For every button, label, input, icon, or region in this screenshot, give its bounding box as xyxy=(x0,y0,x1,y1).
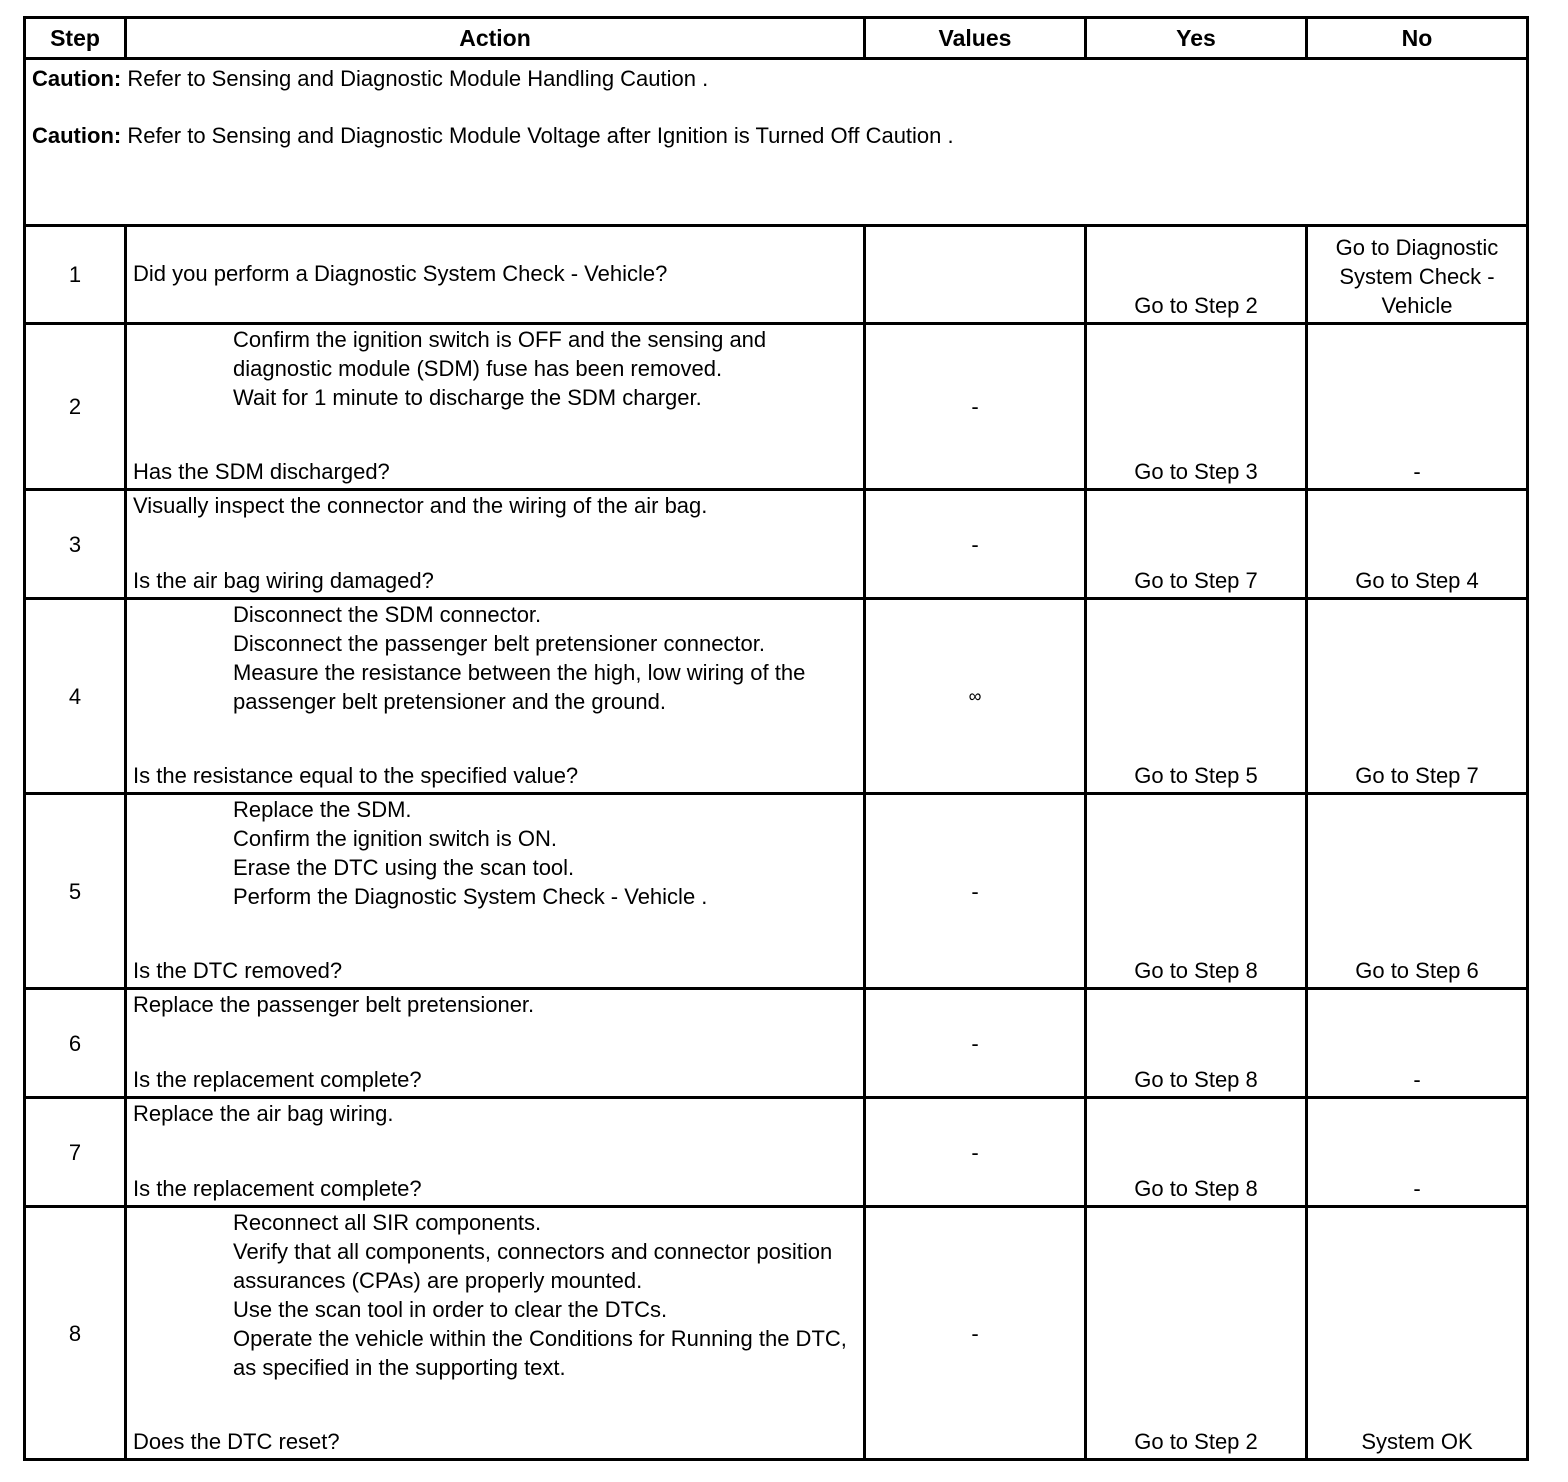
action-question: Has the SDM discharged? xyxy=(133,459,390,484)
step-number: 1 xyxy=(25,226,126,324)
action-content xyxy=(133,227,857,320)
action-instruction: Perform the Diagnostic System Check - Vehicle . xyxy=(233,884,708,909)
yes-cell: Go to Step 2 xyxy=(1086,1207,1307,1460)
yes-cell: Go to Step 8 xyxy=(1086,794,1307,989)
no-cell: Go to Step 4 xyxy=(1307,490,1528,599)
yes-cell: Go to Step 3 xyxy=(1086,324,1307,490)
action-instruction: Operate the vehicle within the Conditions for Running the DTC, as specified in the supporting text. xyxy=(233,1326,847,1380)
header-action: Action xyxy=(126,18,865,59)
spacer xyxy=(133,911,857,956)
value-cell: - xyxy=(865,1207,1086,1460)
action-content xyxy=(133,795,857,985)
action-content xyxy=(133,1099,857,1203)
yes-cell: Go to Step 8 xyxy=(1086,1098,1307,1207)
step-number: 3 xyxy=(25,490,126,599)
action-instruction: Confirm the ignition switch is OFF and the sensing and diagnostic module (SDM) fuse has been removed. xyxy=(233,327,767,381)
action-cell xyxy=(126,1098,865,1207)
action-instruction: Replace the SDM. xyxy=(233,797,412,822)
action-question: Is the replacement complete? xyxy=(133,1067,422,1092)
caution-1-text: Refer to Sensing and Diagnostic Module Handling Caution . xyxy=(121,66,709,91)
no-cell: Go to Step 7 xyxy=(1307,599,1528,794)
action-question: Does the DTC reset? xyxy=(133,1429,340,1454)
step-number: 2 xyxy=(25,324,126,490)
value-cell: - xyxy=(865,794,1086,989)
value-cell: - xyxy=(865,989,1086,1098)
step-row-5 xyxy=(25,794,1528,989)
action-instruction: Use the scan tool in order to clear the DTCs. xyxy=(233,1297,668,1322)
action-question: Is the air bag wiring damaged? xyxy=(133,568,434,593)
header-row xyxy=(25,18,1528,59)
value-cell: ∞ xyxy=(865,599,1086,794)
yes-cell: Go to Step 7 xyxy=(1086,490,1307,599)
yes-cell: Go to Step 5 xyxy=(1086,599,1307,794)
action-question: Did you perform a Diagnostic System Check - Vehicle? xyxy=(133,261,668,286)
action-question: Is the DTC removed? xyxy=(133,958,343,983)
yes-cell: Go to Step 2 xyxy=(1086,226,1307,324)
action-cell xyxy=(126,1207,865,1460)
spacer xyxy=(133,412,857,457)
step-row-1 xyxy=(25,226,1528,324)
caution-2 xyxy=(32,121,1520,150)
action-lead: Replace the air bag wiring. xyxy=(133,1101,394,1126)
action-cell xyxy=(126,794,865,989)
no-cell: - xyxy=(1307,1098,1528,1207)
spacer xyxy=(133,716,857,761)
step-row-3 xyxy=(25,490,1528,599)
caution-1 xyxy=(32,64,1520,93)
action-content xyxy=(133,600,857,790)
value-cell: - xyxy=(865,324,1086,490)
caution-2-text: Refer to Sensing and Diagnostic Module Voltage after Ignition is Turned Off Caution . xyxy=(121,123,954,148)
spacer xyxy=(133,227,857,259)
action-instruction: Disconnect the SDM connector. xyxy=(233,602,542,627)
caution-row xyxy=(25,59,1528,226)
spacer xyxy=(133,288,857,320)
action-instruction: Erase the DTC using the scan tool. xyxy=(233,855,575,880)
action-lead: Replace the passenger belt pretensioner. xyxy=(133,992,535,1017)
no-cell: Go to Step 6 xyxy=(1307,794,1528,989)
value-cell: - xyxy=(865,1098,1086,1207)
step-row-8 xyxy=(25,1207,1528,1460)
action-content xyxy=(133,325,857,486)
caution-2-label: Caution: xyxy=(32,123,122,148)
spacer xyxy=(133,520,857,566)
action-instruction: Confirm the ignition switch is ON. xyxy=(233,826,557,851)
step-number: 4 xyxy=(25,599,126,794)
action-instruction: Reconnect all SIR components. xyxy=(233,1210,542,1235)
yes-cell: Go to Step 8 xyxy=(1086,989,1307,1098)
value-cell xyxy=(865,226,1086,324)
action-cell xyxy=(126,599,865,794)
action-cell xyxy=(126,226,865,324)
step-number: 7 xyxy=(25,1098,126,1207)
action-content xyxy=(133,491,857,595)
action-instruction: Verify that all components, connectors and connector position assurances (CPAs) are properly mounted. xyxy=(233,1239,833,1293)
value-cell: - xyxy=(865,490,1086,599)
caution-1-label: Caution: xyxy=(32,66,122,91)
caution-cell xyxy=(25,59,1528,226)
action-cell xyxy=(126,989,865,1098)
no-cell: - xyxy=(1307,324,1528,490)
no-cell: Go to Diagnostic System Check - Vehicle xyxy=(1307,226,1528,324)
action-question: Is the replacement complete? xyxy=(133,1176,422,1201)
action-instruction: Wait for 1 minute to discharge the SDM charger. xyxy=(233,385,702,410)
header-values: Values xyxy=(865,18,1086,59)
spacer xyxy=(133,1019,857,1065)
header-no: No xyxy=(1307,18,1528,59)
no-cell: - xyxy=(1307,989,1528,1098)
action-content xyxy=(133,1208,857,1456)
step-row-4 xyxy=(25,599,1528,794)
no-cell: System OK xyxy=(1307,1207,1528,1460)
step-number: 5 xyxy=(25,794,126,989)
spacer xyxy=(133,1128,857,1174)
action-lead: Visually inspect the connector and the wiring of the air bag. xyxy=(133,493,708,518)
step-row-7 xyxy=(25,1098,1528,1207)
step-row-6 xyxy=(25,989,1528,1098)
step-row-2 xyxy=(25,324,1528,490)
diagnostic-table xyxy=(23,16,1529,1461)
action-instruction: Disconnect the passenger belt pretensioner connector. xyxy=(233,631,765,656)
action-content xyxy=(133,990,857,1094)
spacer xyxy=(133,1382,857,1427)
action-question: Is the resistance equal to the specified value? xyxy=(133,763,579,788)
action-cell xyxy=(126,490,865,599)
header-yes: Yes xyxy=(1086,18,1307,59)
step-number: 8 xyxy=(25,1207,126,1460)
action-cell xyxy=(126,324,865,490)
step-number: 6 xyxy=(25,989,126,1098)
action-instruction: Measure the resistance between the high, low wiring of the passenger belt pretensioner and the ground. xyxy=(233,660,806,714)
header-step: Step xyxy=(25,18,126,59)
